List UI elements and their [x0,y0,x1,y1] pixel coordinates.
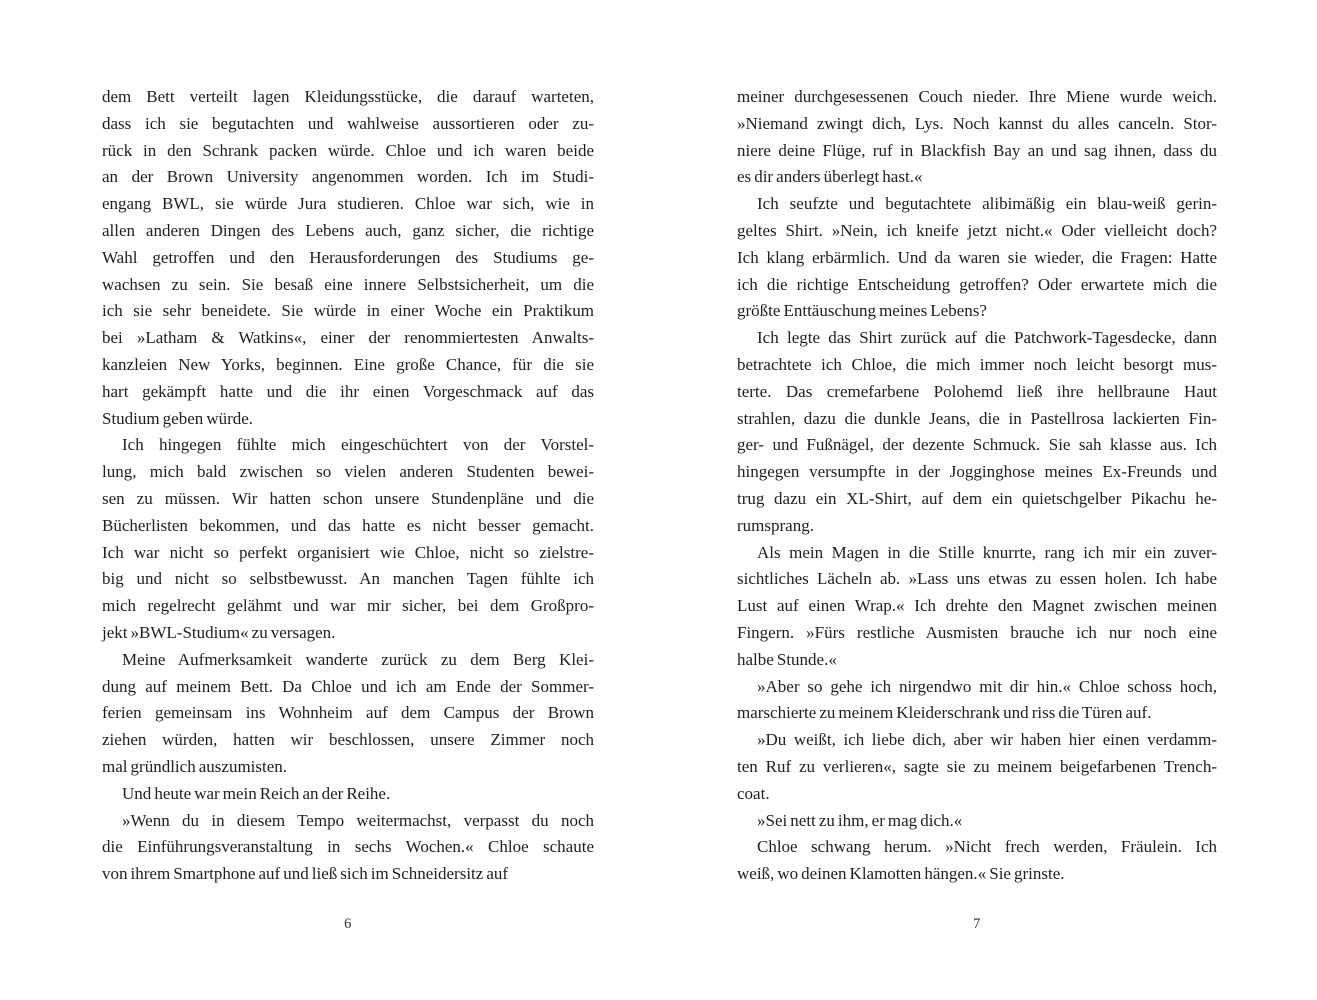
text-line: ten Ruf zu verlieren«, sagte sie zu meinem beigefarbenen Trench- [737,756,1217,776]
text-line: strahlen, dazu die dunkle Jeans, die in Pastellrosa lackierten Fin- [737,408,1217,428]
paragraph [737,674,1217,728]
paragraph [737,540,1217,674]
text-line: halbe Stunde.« [737,649,837,669]
text-line: es dir anders überlegt hast.« [737,167,923,187]
text-line: »Aber so gehe ich nirgendwo mit dir hin.« Chloe schoss hoch, [757,676,1217,696]
text-line: Lust auf einen Wrap.« Ich drehte den Magnet zwischen meinen [737,596,1217,616]
text-line: »Du weißt, ich liebe dich, aber wir haben hier einen verdamm- [757,730,1217,750]
text-line: sen zu müssen. Wir hatten schon unsere Stundenpläne und die [102,488,594,508]
text-line: Ich hingegen fühlte mich eingeschüchtert von der Vorstel- [122,435,594,455]
text-line: ich sie sehr beneidete. Sie würde in einer Woche ein Praktikum [102,301,594,321]
text-line: Wahl getroffen und den Herausforderungen des Studiums ge- [102,247,594,267]
page-left-text [102,84,594,888]
text-line: »Niemand zwingt dich, Lys. Noch kannst du alles canceln. Stor- [737,113,1217,133]
text-line: lung, mich bald zwischen so vielen anderen Studenten bewei- [102,462,594,482]
text-line: ziehen würden, hatten wir beschlossen, unsere Zimmer noch [102,730,594,750]
text-line: kanzleien New Yorks, beginnen. Eine große Chance, für die sie [102,354,594,374]
text-line: Und heute war mein Reich an der Reihe. [122,783,391,803]
text-line: Chloe schwang herum. »Nicht frech werden, Fräulein. Ich [757,837,1217,857]
paragraph [102,84,594,432]
text-line: an der Brown University angenommen worden. Ich im Studi- [102,167,594,187]
text-line: coat. [737,783,770,803]
paragraph [737,808,1217,835]
text-line: big und nicht so selbstbewusst. An manchen Tagen fühlte ich [102,569,594,589]
text-line: sichtliches Lächeln ab. »Lass uns etwas zu essen holen. Ich habe [737,569,1217,589]
text-line: trug dazu ein XL-Shirt, auf dem ein quietschgelber Pikachu he- [737,488,1217,508]
text-line: »Wenn du in diesem Tempo weitermachst, verpasst du noch [122,810,594,830]
text-line: allen anderen Dingen des Lebens auch, ganz sicher, die richtige [102,220,594,240]
text-line: ferien gemeinsam ins Wohnheim auf dem Campus der Brown [102,703,594,723]
text-line: hart gekämpft hatte und die ihr einen Vorgeschmack auf das [102,381,594,401]
paragraph [102,781,594,808]
text-line: ger- und Fußnägel, der dezente Schmuck. Sie sah klasse aus. Ich [737,435,1217,455]
text-line: Meine Aufmerksamkeit wanderte zurück zu dem Berg Klei- [122,649,594,669]
text-line: Als mein Magen in die Stille knurrte, rang ich mir ein zuver- [757,542,1217,562]
text-line: Ich legte das Shirt zurück auf die Patchwork-Tagesdecke, dann [757,328,1217,348]
text-line: die Einführungsveranstaltung in sechs Wochen.« Chloe schaute [102,837,594,857]
text-line: ich die richtige Entscheidung getroffen? Oder erwartete mich die [737,274,1217,294]
text-line: engang BWL, sie würde Jura studieren. Chloe war sich, wie in [102,194,594,214]
text-line: Bücherlisten bekommen, und das hatte es nicht besser gemacht. [102,515,594,535]
text-line: wachsen zu sein. Sie besaß eine innere Selbstsicherheit, um die [102,274,594,294]
text-line: geltes Shirt. »Nein, ich kneife jetzt nicht.« Oder vielleicht doch? [737,220,1217,240]
text-line: Ich seufzte und begutachtete alibimäßig ein blau-weiß gerin- [757,194,1217,214]
page-number-right: 7 [973,916,981,932]
text-line: betrachtete ich Chloe, die mich immer noch leicht besorgt mus- [737,354,1217,374]
text-line: jekt »BWL-Studium« zu versagen. [102,622,336,642]
paragraph [102,808,594,888]
paragraph [737,727,1217,807]
page-number-left: 6 [344,916,352,932]
text-line: marschierte zu meinem Kleiderschrank und riss die Türen auf. [737,703,1152,723]
text-line: terte. Das cremefarbene Polohemd ließ ihre hellbraune Haut [737,381,1217,401]
paragraph [737,834,1217,888]
text-line: dung auf meinem Bett. Da Chloe und ich am Ende der Sommer- [102,676,594,696]
text-line: niere deine Flüge, ruf in Blackfish Bay an und sag ihnen, dass du [737,140,1217,160]
text-line: mich regelrecht gelähmt und war mir sicher, bei dem Großpro- [102,596,594,616]
text-line: rumsprang. [737,515,814,535]
text-line: von ihrem Smartphone auf und ließ sich im Schneidersitz auf [102,864,509,884]
text-line: rück in den Schrank packen würde. Chloe und ich waren beide [102,140,594,160]
paragraph [102,647,594,781]
text-line: bei »Latham & Watkins«, einer der renommiertesten Anwalts- [102,328,594,348]
text-line: Studium geben würde. [102,408,254,428]
paragraph [102,432,594,646]
text-line: größte Enttäuschung meines Lebens? [737,301,987,321]
text-line: dass ich sie begutachten und wahlweise aussortieren oder zu- [102,113,594,133]
text-line: Ich klang erbärmlich. Und da waren sie wieder, die Fragen: Hatte [737,247,1217,267]
text-line: »Sei nett zu ihm, er mag dich.« [757,810,963,830]
page-right-text [737,84,1217,888]
text-line: dem Bett verteilt lagen Kleidungsstücke, die darauf warteten, [102,87,594,106]
text-line: Fingern. »Fürs restliche Ausmisten brauche ich nur noch eine [737,622,1217,642]
text-line: Ich war nicht so perfekt organisiert wie Chloe, nicht so zielstre- [102,542,594,562]
text-line: mal gründlich auszumisten. [102,756,288,776]
text-line: hingegen versumpfte in der Jogginghose meines Ex-Freunds und [737,462,1217,482]
paragraph [737,84,1217,191]
paragraph [737,325,1217,539]
text-line: weiß, wo deinen Klamotten hängen.« Sie grinste. [737,864,1065,884]
text-line: meiner durchgesessenen Couch nieder. Ihre Miene wurde weich. [737,87,1217,106]
paragraph [737,191,1217,325]
